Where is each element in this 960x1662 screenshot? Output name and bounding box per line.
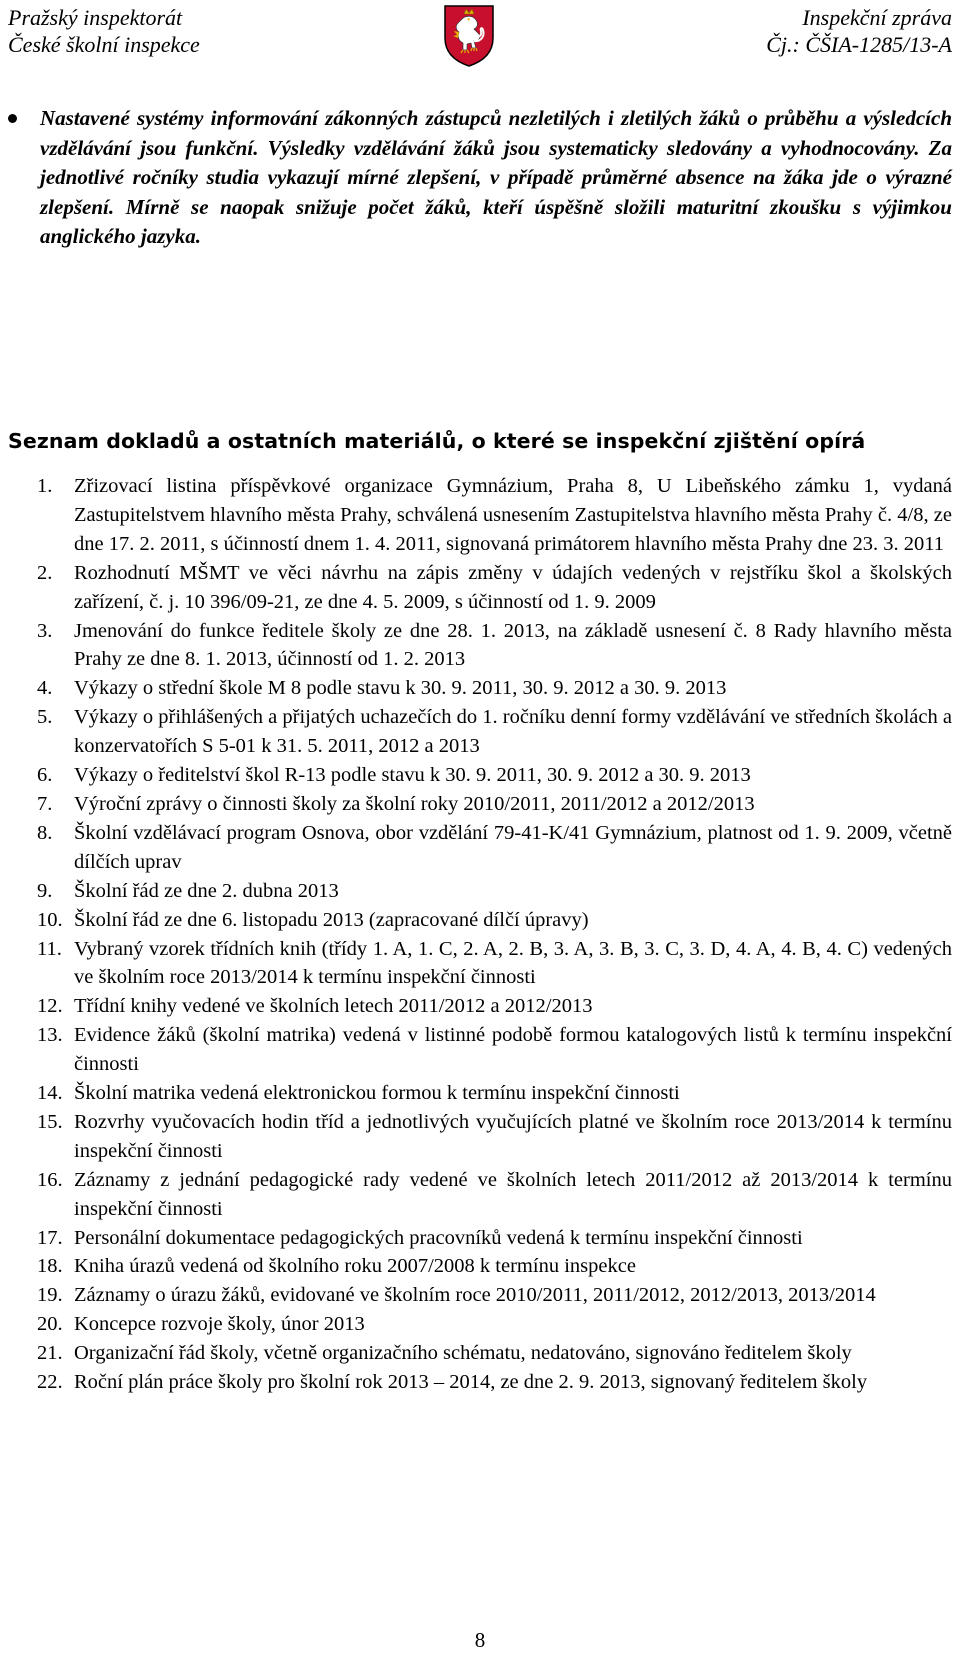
list-item-text: Výkazy o přihlášených a přijatých uchazečích do 1. ročníku denní formy vzdělávání ve středních školách a konzervatořích S 5-01 k 31. 5. 2011, 2012 a 2013 <box>74 706 952 758</box>
list-item-number: 10. <box>37 908 63 931</box>
page-number: 8 <box>474 1628 486 1652</box>
list-item <box>8 992 952 1021</box>
list-item-text: Vybraný vzorek třídních knih (třídy 1. A, 1. C, 2. A, 2. B, 3. A, 3. B, 3. C, 3. D, 4. A, 4. B, 4. C) vedených ve školním roce 2013/2014 k termínu inspekční činnosti <box>74 937 952 989</box>
list-item-text: Výroční zprávy o činnosti školy za školní roky 2010/2011, 2011/2012 a 2012/2013 <box>74 792 755 815</box>
list-item-number: 14. <box>37 1082 63 1105</box>
list-item-number: 17. <box>37 1226 63 1249</box>
list-item-text: Personální dokumentace pedagogických pracovníků vedená k termínu inspekční činnosti <box>74 1226 803 1249</box>
list-item-text: Záznamy o úrazu žáků, evidované ve školním roce 2010/2011, 2011/2012, 2012/2013, 2013/2014 <box>74 1284 876 1307</box>
list-item-number: 2. <box>37 561 53 584</box>
list-item-number: 20. <box>37 1313 63 1336</box>
list-item-text: Záznamy z jednání pedagogické rady vedené ve školních letech 2011/2012 až 2013/2014 k termínu inspekční činnosti <box>74 1168 952 1220</box>
list-item-text: Roční plán práce školy pro školní rok 2013 – 2014, ze dne 2. 9. 2013, signovaný ředitelem školy <box>74 1371 868 1394</box>
list-item <box>8 877 952 906</box>
bullet-text: Nastavené systémy informování zákonných zástupců nezletilých i zletilých žáků o průběhu a výsledcích vzdělávání jsou funkční. Výsledky vzdělávání žáků jsou systematicky sledovány a vyhodnocovány. Za jednotlivé ročníky studia vykazují mírné zlepšení, v případě průměrné absence na žáka jde o výrazné zlepšení. Mírně se naopak snižuje počet žáků, kteří úspěšně složili maturitní zkoušku s výjimkou anglického jazyka. <box>40 106 952 248</box>
document-list <box>8 472 952 1397</box>
list-item-number: 21. <box>37 1342 63 1365</box>
list-item-text: Výkazy o ředitelství škol R-13 podle stavu k 30. 9. 2011, 30. 9. 2012 a 30. 9. 2013 <box>74 764 751 787</box>
list-item-text: Koncepce rozvoje školy, únor 2013 <box>74 1313 365 1336</box>
list-item-number: 15. <box>37 1110 63 1133</box>
list-item-text: Výkazy o střední škole M 8 podle stavu k 30. 9. 2011, 30. 9. 2012 a 30. 9. 2013 <box>74 677 727 700</box>
header-right <box>766 4 952 58</box>
list-item-number: 22. <box>37 1371 63 1394</box>
list-item <box>8 819 952 877</box>
bullet-dot-icon <box>8 114 17 123</box>
list-item-number: 6. <box>37 764 53 787</box>
list-item-text: Jmenování do funkce ředitele školy ze dne 28. 1. 2013, na základě usnesení č. 8 Rady hlavního města Prahy ze dne 8. 1. 2013, účinností od 1. 2. 2013 <box>74 619 952 671</box>
list-item-text: Školní řád ze dne 6. listopadu 2013 (zapracované dílčí úpravy) <box>74 908 589 931</box>
list-item-text: Zřizovací listina příspěvkové organizace Gymnázium, Praha 8, U Libeňského zámku 1, vydaná Zastupitelstvem hlavního města Prahy, schválená usnesením Zastupitelstva hlavního města Prahy č. 4/8, ze dne 17. 2. 2011, s účinností dnem 1. 4. 2011, signovaná primátorem hlavního města Prahy dne 23. 3. 2011 <box>74 475 952 555</box>
list-item-number: 7. <box>37 792 53 815</box>
list-item <box>8 472 952 559</box>
header-institution: České školní inspekce <box>8 32 200 57</box>
list-item-number: 18. <box>37 1255 63 1278</box>
list-item <box>8 906 952 935</box>
list-item-text: Organizační řád školy, včetně organizačního schématu, nedatováno, signováno ředitelem školy <box>74 1342 852 1365</box>
list-item-number: 8. <box>37 821 53 844</box>
list-item <box>8 1079 952 1108</box>
list-item <box>8 703 952 761</box>
list-item <box>8 790 952 819</box>
list-item <box>8 1310 952 1339</box>
list-item-text: Školní vzdělávací program Osnova, obor vzdělání 79-41-K/41 Gymnázium, platnost od 1. 9. 2009, včetně dílčích uprav <box>74 821 952 873</box>
list-item-text: Evidence žáků (školní matrika) vedená v listinné podobě formou katalogových listů k termínu inspekční činnosti <box>74 1024 952 1076</box>
list-item-number: 4. <box>37 677 53 700</box>
list-item <box>8 617 952 675</box>
list-item-number: 19. <box>37 1284 63 1307</box>
bullet-paragraph <box>8 104 952 252</box>
czech-coat-of-arms-icon <box>443 4 495 68</box>
list-item-number: 11. <box>37 937 62 960</box>
list-item <box>8 1224 952 1253</box>
list-item <box>8 1339 952 1368</box>
list-item-number: 5. <box>37 706 53 729</box>
list-item <box>8 1108 952 1166</box>
list-item <box>8 559 952 617</box>
list-item-number: 13. <box>37 1024 63 1047</box>
header-reference-number: Čj.: ČŠIA-1285/13-A <box>766 32 952 57</box>
list-item-text: Školní řád ze dne 2. dubna 2013 <box>74 879 339 902</box>
section-heading: Seznam dokladů a ostatních materiálů, o které se inspekční zjištění opírá <box>8 429 866 453</box>
header-document-type: Inspekční zpráva <box>802 5 952 30</box>
header-organization: Pražský inspektorát <box>8 5 183 30</box>
list-item <box>8 1252 952 1281</box>
list-item <box>8 1166 952 1224</box>
list-item <box>8 674 952 703</box>
list-item <box>8 1021 952 1079</box>
list-item-number: 16. <box>37 1168 63 1191</box>
list-item-number: 1. <box>37 475 53 497</box>
header-left <box>8 4 200 58</box>
list-item <box>8 935 952 993</box>
list-item <box>8 1281 952 1310</box>
list-item-text: Třídní knihy vedené ve školních letech 2011/2012 a 2012/2013 <box>74 995 593 1018</box>
list-item-text: Kniha úrazů vedená od školního roku 2007/2008 k termínu inspekce <box>74 1255 636 1278</box>
list-item-text: Rozhodnutí MŠMT ve věci návrhu na zápis změny v údajích vedených v rejstříku škol a školských zařízení, č. j. 10 396/09-21, ze dne 4. 5. 2009, s účinností od 1. 9. 2009 <box>74 561 952 613</box>
list-item-number: 12. <box>37 995 63 1018</box>
list-item-text: Školní matrika vedená elektronickou formou k termínu inspekční činnosti <box>74 1082 680 1105</box>
list-item-text: Rozvrhy vyučovacích hodin tříd a jednotlivých vyučujících platné ve školním roce 2013/2014 k termínu inspekční činnosti <box>74 1110 952 1162</box>
list-item <box>8 1368 952 1397</box>
list-item-number: 3. <box>37 619 53 642</box>
list-item <box>8 761 952 790</box>
list-item-number: 9. <box>37 879 53 902</box>
